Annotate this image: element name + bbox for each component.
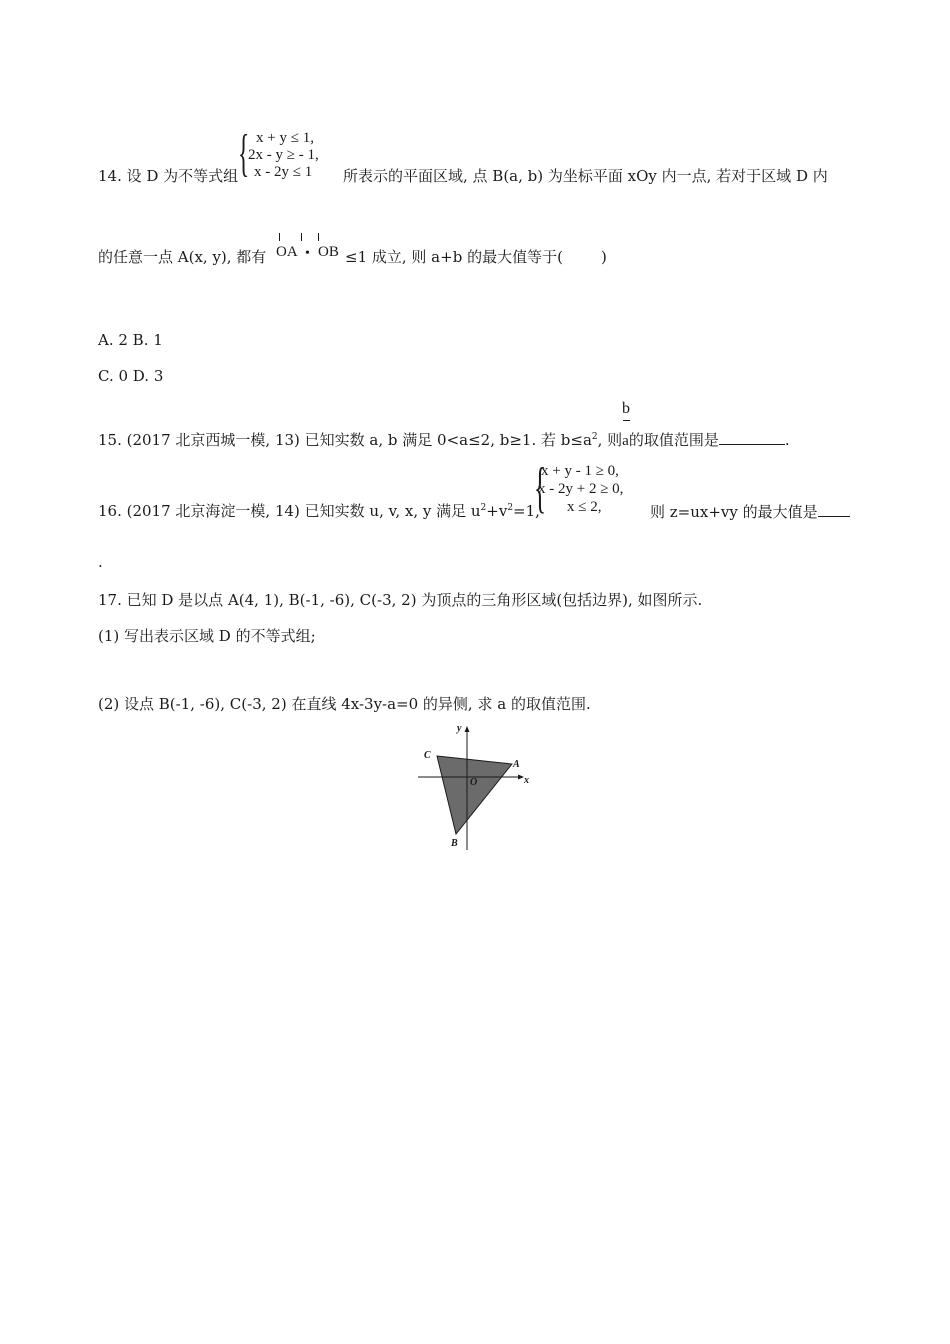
q16-ineq-1: x + y - 1 ≥ 0, [541,463,619,479]
vector-arrow-oa-end [301,233,302,241]
q14-paren-close: ) [601,248,607,266]
q15-frac-denominator: a [622,433,629,449]
q16-ineq-3: x ≤ 2, [567,499,602,515]
q16-brace: { [534,457,547,519]
q16-text-d-label: 则 z=ux+vy 的最大值是 [650,503,818,521]
q16-text-a: 16. (2017 北京海淀一模, 14) 已知实数 u, v, x, y 满足 u [98,502,481,520]
fig-label-c: C [424,750,431,761]
fig-label-o: O [470,777,478,788]
q15-frac-numerator: b [622,400,630,417]
q16-answer-blank[interactable] [818,502,850,517]
q14-options-ab: A. 2 B. 1 [98,331,163,349]
fig-label-x: x [524,775,529,786]
q16-text [98,502,540,520]
q16-text-b: +v [486,502,508,520]
vector-arrow-oa [279,233,280,241]
q15-sup: 2 [591,432,598,442]
q16-ineq-2: x - 2y + 2 ≥ 0, [538,481,624,497]
q17-part2: (2) 设点 B(-1, -6), C(-3, 2) 在直线 4x-3y-a=0 的异侧, 求 a 的取值范围. [98,695,591,713]
fig-label-a: A [513,759,520,770]
q14-ineq-1: x + y ≤ 1, [256,130,314,146]
y-axis-arrow-icon [465,726,470,732]
q16-sup1: 2 [480,503,487,513]
vector-arrow-ob [318,233,319,241]
fig-label-y: y [457,723,462,734]
q17-stem: 17. 已知 D 是以点 A(4, 1), B(-1, -6), C(-3, 2) 为顶点的三角形区域(包括边界), 如图所示. [98,591,703,609]
q16-text-d [650,502,850,521]
dot-product: • [305,246,310,261]
q14-options-cd: C. 0 D. 3 [98,367,164,385]
q17-part1: (1) 写出表示区域 D 的不等式组; [98,627,316,645]
q14-rest: 所表示的平面区域, 点 B(a, b) 为坐标平面 xOy 内一点, 若对于区域 D 内 [343,167,828,185]
q14-line2-a: 的任意一点 A(x, y), 都有 [98,248,267,266]
q15-frac-bar [623,420,630,421]
q14-ineq-2: 2x - y ≥ - 1, [248,147,319,163]
q14-line2-b: ≤1 成立, 则 a+b 的最大值等于( [345,248,563,266]
q16-sup2: 2 [507,503,514,513]
triangle-region [437,756,512,834]
q15-text-c: 的取值范围是 [628,431,719,449]
q15-answer-blank[interactable] [719,430,785,445]
q14-intro: 14. 设 D 为不等式组 [98,167,239,185]
q14-brace: { [238,125,250,182]
q15-text [98,430,790,450]
q15-text-b: , 则 [597,431,623,449]
q15-text-a: 15. (2017 北京西城一模, 13) 已知实数 a, b 满足 0<a≤2, b≥1. 若 b≤a [98,431,592,449]
vector-oa: OA [276,244,298,260]
q16-text-c: =1, [513,502,540,520]
fig-label-b: B [451,838,458,849]
q14-ineq-3: x - 2y ≤ 1 [254,164,313,180]
q15-end: . [784,431,790,449]
vector-ob: OB [318,244,339,260]
q16-end: . [98,553,103,571]
